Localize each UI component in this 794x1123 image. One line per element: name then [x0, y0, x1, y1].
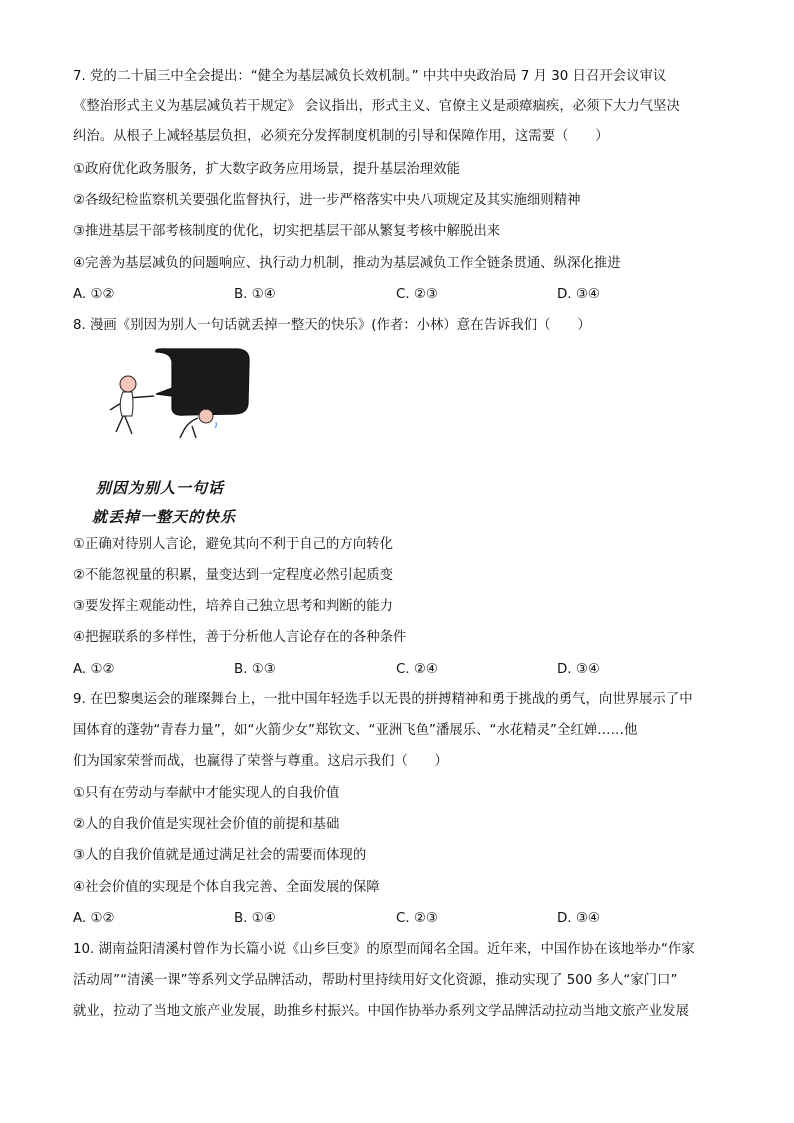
q8-option-d[interactable]: D. ③④ — [557, 662, 600, 677]
q9-option-b[interactable]: B. ①④ — [234, 911, 276, 926]
q7-stem-line-1: 7. 党的二十届三中全会提出：“健全为基层减负长效机制。” 中共中央政治局 7 月 30 日召开会议审议 — [73, 69, 667, 84]
cartoon-image — [88, 348, 258, 440]
q8-stem: 8. 漫画《别因为别人一句话就丢掉一整天的快乐》(作者：小林）意在告诉我们（ ） — [73, 318, 591, 333]
q9-item-2: ②人的自我价值是实现社会价值的前提和基础 — [73, 817, 340, 832]
q7-item-3: ③推进基层干部考核制度的优化，切实把基层干部从繁复考核中解脱出来 — [73, 224, 501, 239]
q9-stem-line-3: 们为国家荣誉而战，也赢得了荣誉与尊重。这启示我们（ ） — [73, 754, 448, 769]
q8-item-4: ④把握联系的多样性，善于分析他人言论存在的各种条件 — [73, 630, 407, 645]
q9-item-3: ③人的自我价值就是通过满足社会的需要而体现的 — [73, 848, 367, 863]
q7-item-4: ④完善为基层减负的问题响应、执行动力机制，推动为基层减负工作全链条贯通、纵深化推进 — [73, 256, 621, 271]
q7-item-2: ②各级纪检监察机关要强化监督执行，进一步严格落实中央八项规定及其实施细则精神 — [73, 193, 581, 208]
q8-option-a[interactable]: A. ①② — [73, 662, 115, 677]
cartoon-caption-line-2: 就丢掉一整天的快乐 — [92, 508, 237, 526]
q7-item-1: ①政府优化政务服务，扩大数字政务应用场景，提升基层治理效能 — [73, 162, 460, 177]
q9-option-a[interactable]: A. ①② — [73, 911, 115, 926]
cartoon-caption-line-1: 别因为别人一句话 — [96, 479, 225, 497]
q8-option-c[interactable]: C. ②④ — [396, 662, 438, 677]
q7-stem-line-2: 《整治形式主义为基层减负若干规定》 会议指出，形式主义、官僚主义是顽瘴痼疾，必须下大力气坚决 — [73, 99, 680, 114]
q7-stem-line-3: 纠治。从根子上减轻基层负担，必须充分发挥制度机制的引导和保障作用，这需要（ ） — [73, 129, 609, 144]
q8-item-2: ②不能忽视量的积累，量变达到一定程度必然引起质变 — [73, 568, 393, 583]
q7-option-c[interactable]: C. ②③ — [396, 287, 438, 302]
q7-option-b[interactable]: B. ①④ — [234, 287, 276, 302]
q7-option-a[interactable]: A. ①② — [73, 287, 115, 302]
q9-option-c[interactable]: C. ②③ — [396, 911, 438, 926]
q9-item-1: ①只有在劳动与奉献中才能实现人的自我价值 — [73, 786, 340, 801]
q9-stem-line-2: 国体育的蓬勃“青春力量”，如“火箭少女”郑钦文、“亚洲飞鱼”潘展乐、“水花精灵”全红婵……他 — [73, 723, 638, 738]
q8-option-b[interactable]: B. ①③ — [234, 662, 276, 677]
q10-stem-line-1: 10. 湖南益阳清溪村曾作为长篇小说《山乡巨变》的原型而闻名全国。近年来，中国作协在该地举办“作家 — [73, 942, 695, 957]
q8-item-3: ③要发挥主观能动性，培养自己独立思考和判断的能力 — [73, 599, 393, 614]
q9-stem-line-1: 9. 在巴黎奥运会的璀璨舞台上，一批中国年轻选手以无畏的拼搏精神和勇于挑战的勇气，向世界展示了中 — [73, 692, 693, 707]
q8-item-1: ①正确对待别人言论，避免其向不利于自己的方向转化 — [73, 537, 393, 552]
q9-item-4: ④社会价值的实现是个体自我完善、全面发展的保障 — [73, 880, 380, 895]
q7-option-d[interactable]: D. ③④ — [557, 287, 600, 302]
q9-option-d[interactable]: D. ③④ — [557, 911, 600, 926]
q10-stem-line-2: 活动周”“清溪一课”等系列文学品牌活动，帮助村里持续用好文化资源，推动实现了 500 多人“家门口” — [73, 973, 678, 988]
q10-stem-line-3: 就业，拉动了当地文旅产业发展，助推乡村振兴。中国作协举办系列文学品牌活动拉动当地文旅产业发展 — [73, 1004, 689, 1019]
